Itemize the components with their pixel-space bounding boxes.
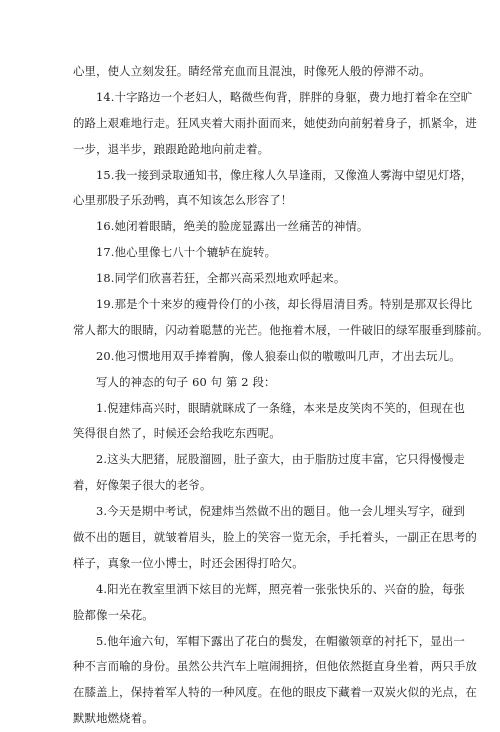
text-line: 笑得很自然了，时候还会给我吃东西呢。 bbox=[73, 426, 281, 441]
text-line: 14.十字路边一个老妇人，略微些佝背，胖胖的身躯，费力地打着伞在空旷 bbox=[96, 89, 473, 104]
text-line: 18.同学们欣喜若狂，全都兴高采烈地欢呼起来。 bbox=[96, 271, 346, 286]
text-line: 16.她闭着眼睛，绝美的脸庞显露出一丝痛苦的神情。 bbox=[96, 219, 369, 234]
text-line: 脸都像一朵花。 bbox=[73, 607, 154, 622]
document-body bbox=[73, 59, 489, 732]
text-line: 5.他年逾六旬，军帽下露出了花白的鬓发，在帽徽领章的衬托下，显出一 bbox=[96, 633, 465, 648]
text-line: 常人都大的眼睛，闪动着聪慧的光芒。他拖着木屐，一件破旧的绿军服垂到膝前。 bbox=[73, 322, 489, 337]
text-line: 做不出的题目，就皱着眉头，脸上的笑容一览无余，手托着头，一副正在思考的 bbox=[73, 530, 477, 545]
text-line: 1.倪建炜高兴时，眼睛就眯成了一条缝，本来是皮笑肉不笑的，但现在也 bbox=[96, 400, 465, 415]
text-line: 20.他习惯地用双手捧着胸，像人狼泰山似的嗷嗷叫几声，才出去玩儿。 bbox=[96, 348, 461, 363]
text-line: 默默地燃烧着。 bbox=[73, 711, 154, 726]
text-line: 19.那是个十来岁的瘦骨伶仃的小孩，却长得眉清目秀。特别是那双长得比 bbox=[96, 297, 473, 312]
text-line: 着，好像架子很大的老爷。 bbox=[73, 478, 212, 493]
text-line: 在膝盖上，保持着军人特的一种风度。在他的眼皮下藏着一双炭火似的光点，在 bbox=[73, 685, 477, 700]
text-line: 4.阳光在教室里洒下炫目的光辉，照亮着一张张快乐的、兴奋的脸，每张 bbox=[96, 581, 465, 596]
text-line: 心里，使人立刻发狂。睛经常充血而且混浊，时像死人般的停滞不动。 bbox=[73, 64, 431, 78]
section-heading: 写人的神态的句子 60 句 第 2 段： bbox=[96, 374, 276, 389]
text-line: 种不言而喻的身份。虽然公共汽车上喧闹拥挤，但他依然挺直身坐着，两只手放 bbox=[73, 659, 477, 674]
text-line: 2.这头大肥猪，屁股溜圆，肚子蛮大，由于脂肪过度丰富，它只得慢慢走 bbox=[96, 452, 465, 467]
text-line: 心里那股子乐劲鸭，真不知该怎么形容了！ bbox=[73, 193, 293, 208]
text-line: 样子，真象一位小博士，时还会困得打哈欠。 bbox=[73, 555, 304, 570]
text-line: 17.他心里像七八十个辘轳在旋转。 bbox=[96, 245, 277, 260]
text-line: 的路上艰难地行走。狂风夹着大雨扑面而来，她使劲向前躬着身子，抓紧伞，进 bbox=[73, 115, 477, 130]
text-line: 15.我一接到录取通知书，像庄稼人久旱逢雨，又像渔人雾海中望见灯塔， bbox=[96, 167, 473, 182]
text-line: 3.今天是期中考试，倪建炜当然做不出的题目。他一会儿埋头写字，碰到 bbox=[96, 504, 465, 519]
text-line: 一步，退半步，踉跟跄跄地向前走着。 bbox=[73, 141, 270, 156]
